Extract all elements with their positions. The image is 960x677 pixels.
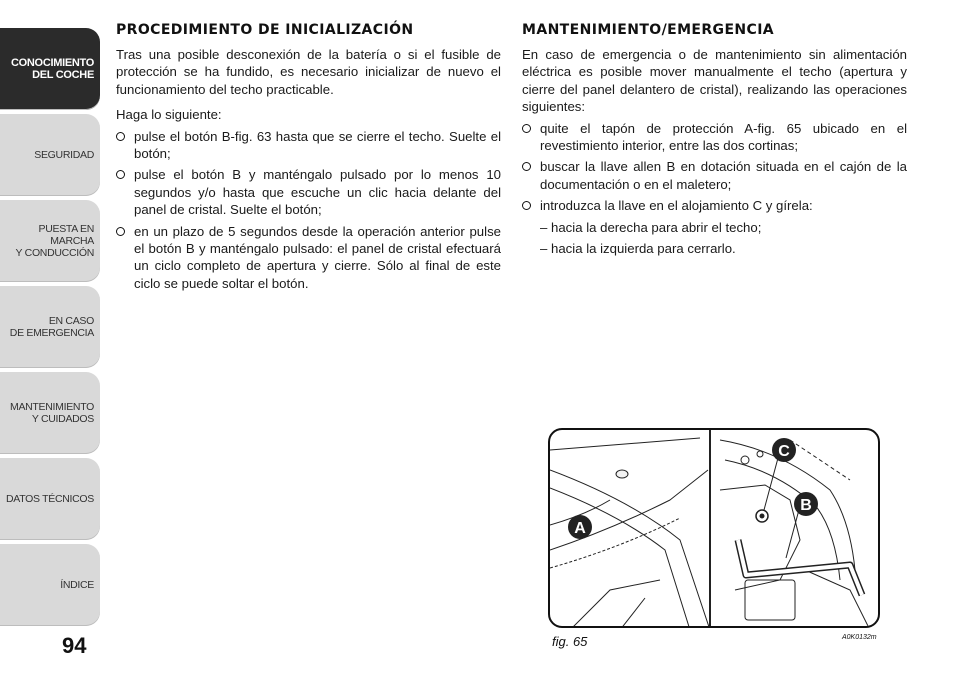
circle-bullet-icon xyxy=(522,201,531,210)
tab-en-caso-de-emergencia[interactable] xyxy=(0,286,100,368)
list-item xyxy=(522,120,907,155)
list-item-text: buscar la llave allen B en dotación situada en el cajón de la documentación o en el maletero; xyxy=(540,159,907,192)
tab-mantenimiento[interactable] xyxy=(0,372,100,454)
list-item xyxy=(116,166,501,218)
list-item-text: introduzca la llave en el alojamiento C y gírela: xyxy=(540,198,813,214)
tab-seguridad[interactable] xyxy=(0,114,100,196)
steps-list xyxy=(116,128,501,293)
section-heading: PROCEDIMIENTO DE INICIALIZACIÓN xyxy=(116,22,414,38)
circle-bullet-icon xyxy=(522,162,531,171)
intro-paragraph: En caso de emergencia o de mantenimiento sin alimentación eléctrica es posible mover manualmente el techo (apertura y cierre del panel delantero de cristal), realizando las operaciones siguientes: xyxy=(522,47,907,115)
initialization-section xyxy=(116,22,501,296)
list-item xyxy=(522,197,907,214)
page-number: 94 xyxy=(62,633,87,658)
roof-drawing xyxy=(550,430,880,628)
lead-paragraph: Haga lo siguiente: xyxy=(116,107,222,123)
list-item-text: quite el tapón de protección A-fig. 65 ubicado en el revestimiento interior, entre las dos cortinas; xyxy=(540,120,907,154)
callout-b-label: B xyxy=(800,497,812,514)
list-item xyxy=(116,223,501,293)
figure-code: A0K0132m xyxy=(842,634,877,641)
roof-illustration xyxy=(548,428,880,628)
circle-bullet-icon xyxy=(522,124,531,133)
tab-puesta-en-marcha[interactable] xyxy=(0,200,100,282)
list-item xyxy=(116,128,501,163)
steps-list xyxy=(522,120,907,215)
circle-bullet-icon xyxy=(116,170,125,179)
list-item xyxy=(522,158,907,193)
list-item-text: pulse el botón B-fig. 63 hasta que se cierre el techo. Suelte el botón; xyxy=(134,128,501,162)
dash-item: – hacia la izquierda para cerrarlo. xyxy=(540,241,736,257)
callout-a-label: A xyxy=(574,520,586,537)
tab-label: DATOS TÉCNICOS xyxy=(6,493,94,505)
tab-label: PUESTA EN MARCHA Y CONDUCCIÓN xyxy=(15,223,94,259)
tab-label: CONOCIMIENTO DEL COCHE xyxy=(11,57,94,81)
tab-conocimiento-del-coche[interactable] xyxy=(0,28,100,110)
tab-label: EN CASO DE EMERGENCIA xyxy=(9,315,94,339)
figure-caption: fig. 65 xyxy=(552,634,588,649)
circle-bullet-icon xyxy=(116,227,125,236)
tab-label: ÍNDICE xyxy=(60,579,94,591)
callout-c-label: C xyxy=(778,443,790,460)
tab-datos-tecnicos[interactable] xyxy=(0,458,100,540)
circle-bullet-icon xyxy=(116,132,125,141)
tab-label: SEGURIDAD xyxy=(34,149,94,161)
tab-label: MANTENIMIENTO Y CUIDADOS xyxy=(10,401,94,425)
maintenance-section xyxy=(522,22,907,261)
dash-item: – hacia la derecha para abrir el techo; xyxy=(540,219,762,235)
section-heading: MANTENIMIENTO/EMERGENCIA xyxy=(522,22,775,38)
intro-paragraph: Tras una posible desconexión de la batería o si el fusible de protección se ha fundido, es necesario inicializar de nuevo el funcionamiento del techo practicable. xyxy=(116,47,501,97)
tab-indice[interactable] xyxy=(0,544,100,626)
list-item-text: pulse el botón B y manténgalo pulsado por lo menos 10 segundos y/o hasta que escuche un clic hacia delante del panel de cristal. Suelte el botón; xyxy=(134,167,501,218)
list-item-text: en un plazo de 5 segundos desde la operación anterior pulse el botón B y manténgalo pulsado: el panel de cristal efectuará un ciclo completo de apertura y cierre. Sólo al final de este ciclo se puede soltar el botón. xyxy=(134,223,501,291)
